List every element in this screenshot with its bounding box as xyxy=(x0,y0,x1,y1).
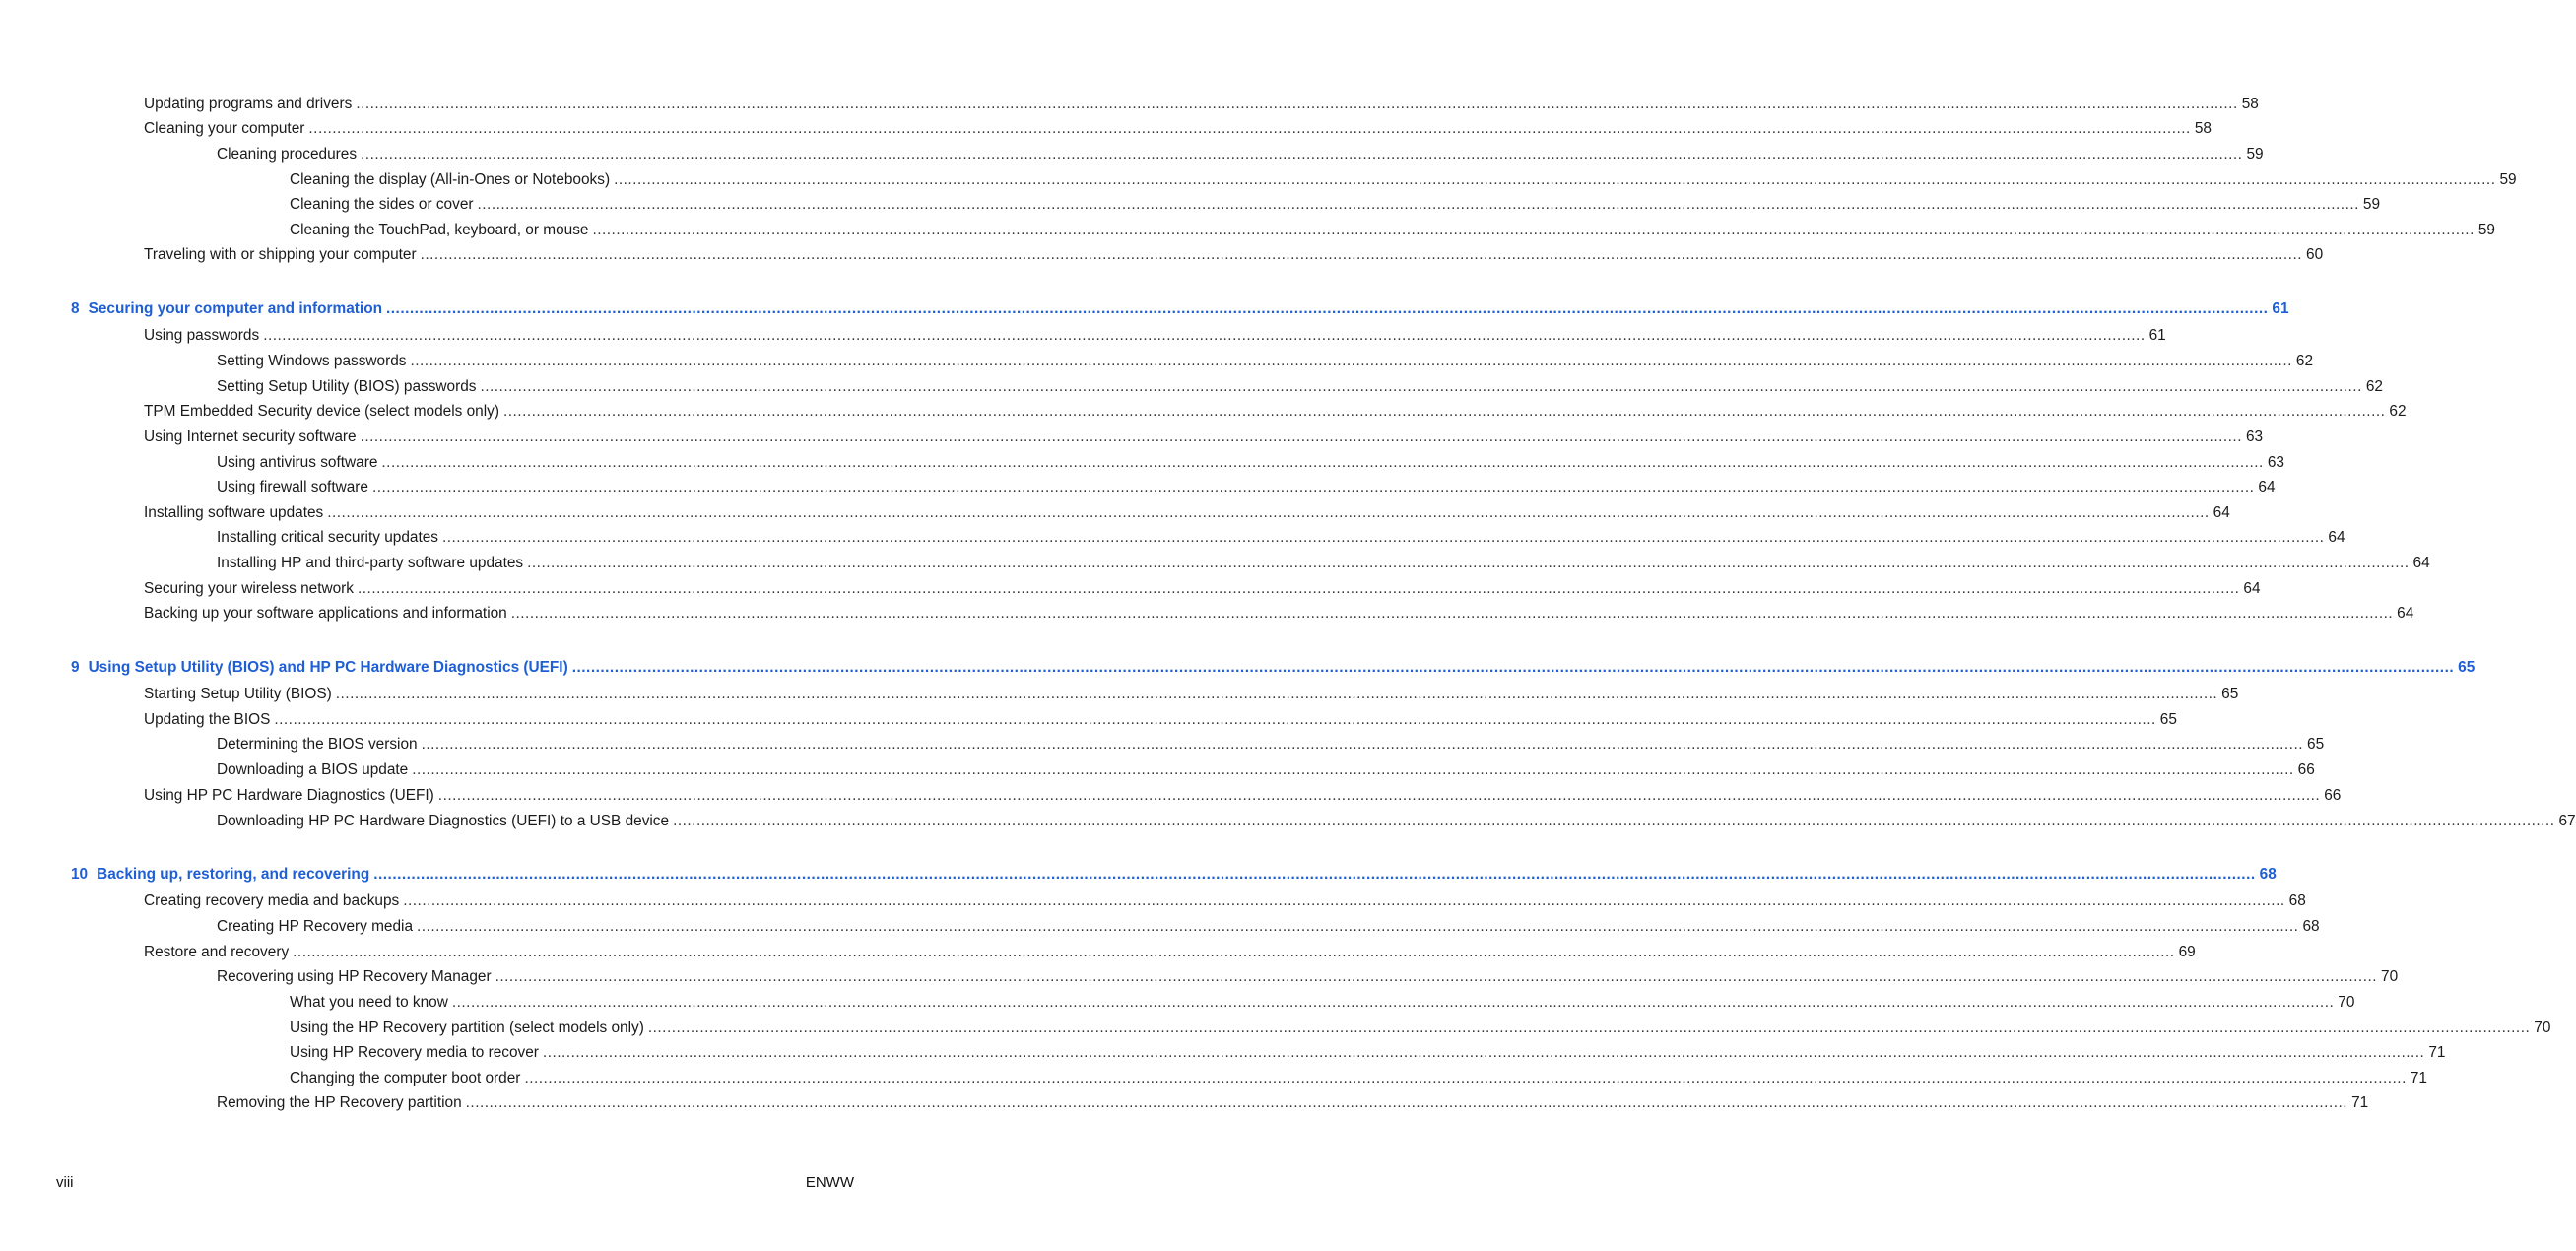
toc-entry[interactable] xyxy=(144,890,2306,912)
dot-leader: ................................................................................................................................................................................................................................................................................................................................................................................................................ xyxy=(412,761,2294,778)
toc-entry-title xyxy=(217,376,480,398)
toc-page-number: 61 xyxy=(2148,327,2166,344)
toc-page-number: 70 xyxy=(2534,1020,2551,1036)
dot-leader: ................................................................................................................................................................................................................................................................................................................................................................................................................ xyxy=(614,171,2496,188)
toc-entry-label: Installing critical security updates xyxy=(217,529,438,546)
toc-page-number: 64 xyxy=(2258,479,2276,495)
toc-entry-title xyxy=(144,502,327,524)
toc-entry-title xyxy=(71,657,572,679)
dot-leader: ................................................................................................................................................................................................................................................................................................................................................................................................................ xyxy=(371,479,2255,495)
toc-page-number: 58 xyxy=(2241,96,2259,112)
dot-leader: ................................................................................................................................................................................................................................................................................................................................................................................................................ xyxy=(647,1020,2531,1036)
toc-page-number: 70 xyxy=(2381,968,2399,985)
toc-entry-title xyxy=(144,709,274,731)
toc-entry-title xyxy=(144,890,403,912)
toc-entry[interactable] xyxy=(217,527,2345,549)
toc-entry[interactable] xyxy=(217,144,2264,165)
toc-entry[interactable] xyxy=(144,578,2261,600)
dot-leader: ................................................................................................................................................................................................................................................................................................................................................................................................................ xyxy=(441,529,2325,546)
toc-entry[interactable] xyxy=(290,169,2517,191)
toc-page-number: 71 xyxy=(2351,1094,2369,1111)
toc-entry[interactable] xyxy=(144,325,2166,347)
toc-page-number: 59 xyxy=(2362,196,2381,213)
toc-entry[interactable] xyxy=(217,966,2399,988)
toc-entry-label: Downloading HP PC Hardware Diagnostics (UEFI) to a USB device xyxy=(217,813,670,829)
toc-entry-label: Downloading a BIOS update xyxy=(217,761,409,778)
toc-page-number: 65 xyxy=(2159,711,2177,728)
toc-page-number: 66 xyxy=(2297,761,2315,778)
toc-page-number: 70 xyxy=(2338,994,2355,1011)
dot-leader: ................................................................................................................................................................................................................................................................................................................................................................................................................ xyxy=(293,944,2175,960)
toc-entry-label: Using HP PC Hardware Diagnostics (UEFI) xyxy=(144,787,434,804)
toc-page-number: 66 xyxy=(2324,787,2342,804)
toc-page-number: 65 xyxy=(2307,736,2325,753)
dot-leader: ................................................................................................................................................................................................................................................................................................................................................................................................................ xyxy=(420,246,2303,263)
toc-entry[interactable] xyxy=(217,811,2576,832)
toc-entry-title xyxy=(217,527,442,549)
dot-leader: ................................................................................................................................................................................................................................................................................................................................................................................................................ xyxy=(358,580,2240,597)
toc-entry-title xyxy=(71,298,386,320)
dot-leader: ................................................................................................................................................................................................................................................................................................................................................................................................................ xyxy=(571,659,2455,676)
toc-entry-label: Creating HP Recovery media xyxy=(217,918,414,935)
toc-entry-label: Removing the HP Recovery partition xyxy=(217,1094,462,1111)
dot-leader: ................................................................................................................................................................................................................................................................................................................................................................................................................ xyxy=(361,146,2243,163)
dot-leader: ................................................................................................................................................................................................................................................................................................................................................................................................................ xyxy=(373,866,2256,883)
toc-page-number: 64 xyxy=(2412,555,2430,571)
toc-entry-title xyxy=(217,351,410,372)
toc-entry[interactable] xyxy=(217,376,2383,398)
toc-entry-label: Securing your wireless network xyxy=(144,580,354,597)
toc-page-number: 63 xyxy=(2245,428,2264,445)
toc-page-number: 59 xyxy=(2477,222,2495,238)
toc-entry-label: Setting Setup Utility (BIOS) passwords xyxy=(217,378,477,395)
toc-page-number: 65 xyxy=(2221,686,2239,702)
toc-entry-label: Cleaning the TouchPad, keyboard, or mouse xyxy=(290,222,589,238)
dot-leader: ................................................................................................................................................................................................................................................................................................................................................................................................................ xyxy=(417,918,2299,935)
dot-leader: ................................................................................................................................................................................................................................................................................................................................................................................................................ xyxy=(673,813,2555,829)
toc-entry-label: Traveling with or shipping your computer xyxy=(144,246,417,263)
toc-chapter-entry[interactable] xyxy=(71,298,2289,320)
toc-entry-title xyxy=(290,220,592,241)
toc-entry-label: Restore and recovery xyxy=(144,944,290,960)
toc-entry[interactable] xyxy=(290,1068,2427,1089)
chapter-number: 8 xyxy=(71,300,80,317)
toc-entry[interactable] xyxy=(290,1042,2446,1064)
toc-page-number: 58 xyxy=(2194,120,2212,137)
chapter-number: 10 xyxy=(71,866,89,883)
toc-entry-label: Changing the computer boot order xyxy=(290,1070,521,1086)
toc-page-number: 62 xyxy=(2295,353,2314,369)
toc-entry-title xyxy=(144,244,421,266)
toc-page-number: 71 xyxy=(2428,1044,2446,1061)
dot-leader: ................................................................................................................................................................................................................................................................................................................................................................................................................ xyxy=(480,378,2362,395)
toc-entry-title xyxy=(217,916,417,938)
toc-entry-label: Installing software updates xyxy=(144,504,324,521)
toc-entry-label: Starting Setup Utility (BIOS) xyxy=(144,686,332,702)
toc-entry-title xyxy=(217,553,527,574)
dot-leader: ................................................................................................................................................................................................................................................................................................................................................................................................................ xyxy=(356,96,2238,112)
toc-entry-title xyxy=(217,811,673,832)
toc-entry-label: Recovering using HP Recovery Manager xyxy=(217,968,492,985)
toc-entry-label: Backing up your software applications and information xyxy=(144,605,507,622)
toc-entry[interactable] xyxy=(290,220,2495,241)
dot-leader: ................................................................................................................................................................................................................................................................................................................................................................................................................ xyxy=(524,1070,2407,1086)
toc-entry-label: TPM Embedded Security device (select models only) xyxy=(144,403,499,420)
toc-chapter-entry[interactable] xyxy=(71,657,2476,679)
toc-entry[interactable] xyxy=(144,709,2177,731)
dot-leader: ................................................................................................................................................................................................................................................................................................................................................................................................................ xyxy=(510,605,2394,622)
dot-leader: ................................................................................................................................................................................................................................................................................................................................................................................................................ xyxy=(527,555,2410,571)
toc-page-number: 65 xyxy=(2458,659,2476,676)
toc-entry-label: Cleaning procedures xyxy=(217,146,358,163)
toc-page-number: 64 xyxy=(2397,605,2414,622)
toc-entry-label: What you need to know xyxy=(290,994,448,1011)
toc-entry-title xyxy=(290,1068,524,1089)
toc-entry-title xyxy=(217,1092,466,1114)
toc-page-number: 68 xyxy=(2288,892,2306,909)
toc-page-number: 62 xyxy=(2365,378,2383,395)
toc-entry[interactable] xyxy=(144,94,2259,115)
toc-page-number: 59 xyxy=(2499,171,2517,188)
toc-entry-title xyxy=(144,942,293,963)
footer-code: ENWW xyxy=(805,1174,854,1191)
toc-entry-label: Using Setup Utility (BIOS) and HP PC Hardware Diagnostics (UEFI) xyxy=(88,659,568,676)
toc-entry-title xyxy=(217,966,495,988)
toc-entry[interactable] xyxy=(217,916,2320,938)
toc-entry-title xyxy=(290,169,614,191)
toc-entry-title xyxy=(217,144,361,165)
toc-page-number: 64 xyxy=(2243,580,2261,597)
dot-leader: ................................................................................................................................................................................................................................................................................................................................................................................................................ xyxy=(495,968,2378,985)
toc-entry[interactable] xyxy=(144,118,2212,140)
toc-entry-label: Setting Windows passwords xyxy=(217,353,407,369)
toc-entry-title xyxy=(144,578,358,600)
toc-entry-title xyxy=(144,785,438,807)
toc-page-number: 71 xyxy=(2410,1070,2427,1086)
toc-entry-title xyxy=(144,325,263,347)
toc-entry-label: Using passwords xyxy=(144,327,260,344)
toc-entry[interactable] xyxy=(217,553,2430,574)
toc-page-number: 64 xyxy=(2328,529,2345,546)
dot-leader: ................................................................................................................................................................................................................................................................................................................................................................................................................ xyxy=(437,787,2321,804)
toc-entry-title xyxy=(290,1042,543,1064)
toc-entry[interactable] xyxy=(290,194,2381,216)
toc-entry-title xyxy=(144,118,308,140)
toc-entry[interactable] xyxy=(217,759,2315,781)
toc-entry-title xyxy=(144,94,356,115)
dot-leader: ................................................................................................................................................................................................................................................................................................................................................................................................................ xyxy=(335,686,2218,702)
toc-entry[interactable] xyxy=(217,477,2276,498)
toc-entry-label: Using HP Recovery media to recover xyxy=(290,1044,539,1061)
toc-page-number: 60 xyxy=(2306,246,2324,263)
toc-entry-label: Creating recovery media and backups xyxy=(144,892,400,909)
toc-chapter-entry[interactable] xyxy=(71,864,2277,886)
toc-entry-title xyxy=(217,477,372,498)
toc-entry[interactable] xyxy=(144,502,2230,524)
toc-entry-label: Cleaning the sides or cover xyxy=(290,196,474,213)
toc-entry[interactable] xyxy=(217,734,2325,756)
toc-page-number: 62 xyxy=(2389,403,2407,420)
toc-entry[interactable] xyxy=(217,1092,2369,1114)
toc-entry-label: Securing your computer and information xyxy=(88,300,382,317)
toc-entry-label: Using Internet security software xyxy=(144,428,357,445)
dot-leader: ................................................................................................................................................................................................................................................................................................................................................................................................................ xyxy=(592,222,2475,238)
toc-entry-label: Installing HP and third-party software updates xyxy=(217,555,524,571)
toc-entry[interactable] xyxy=(144,427,2264,448)
dot-leader: ................................................................................................................................................................................................................................................................................................................................................................................................................ xyxy=(410,353,2292,369)
toc-page-number: 64 xyxy=(2213,504,2230,521)
footer-page-number: viii xyxy=(56,1174,74,1191)
toc-entry-label: Cleaning your computer xyxy=(144,120,305,137)
dot-leader: ................................................................................................................................................................................................................................................................................................................................................................................................................ xyxy=(502,403,2386,420)
toc-entry-label: Using the HP Recovery partition (select models only) xyxy=(290,1020,644,1036)
toc-page-number: 63 xyxy=(2267,454,2284,471)
dot-leader: ................................................................................................................................................................................................................................................................................................................................................................................................................ xyxy=(327,504,2210,521)
toc-page-number: 61 xyxy=(2272,300,2289,317)
toc-entry-label: Using antivirus software xyxy=(217,454,378,471)
toc-entry-label: Updating the BIOS xyxy=(144,711,271,728)
dot-leader: ................................................................................................................................................................................................................................................................................................................................................................................................................ xyxy=(403,892,2285,909)
toc-page-number: 69 xyxy=(2178,944,2196,960)
dot-leader: ................................................................................................................................................................................................................................................................................................................................................................................................................ xyxy=(274,711,2156,728)
toc-entry-title xyxy=(217,759,412,781)
toc-entry-title xyxy=(217,734,422,756)
dot-leader: ................................................................................................................................................................................................................................................................................................................................................................................................................ xyxy=(360,428,2242,445)
toc-entry-title xyxy=(290,194,478,216)
toc-entry[interactable] xyxy=(144,684,2239,705)
toc-entry[interactable] xyxy=(290,1018,2551,1039)
dot-leader: ................................................................................................................................................................................................................................................................................................................................................................................................................ xyxy=(381,454,2264,471)
toc-entry-title xyxy=(144,401,503,423)
toc-entry-label: Determining the BIOS version xyxy=(217,736,418,753)
toc-entry-title xyxy=(144,603,511,625)
chapter-number: 9 xyxy=(71,659,80,676)
toc-page-number: 68 xyxy=(2259,866,2277,883)
toc-entry[interactable] xyxy=(217,452,2284,474)
dot-leader: ................................................................................................................................................................................................................................................................................................................................................................................................................ xyxy=(477,196,2359,213)
toc-entry-title xyxy=(144,427,361,448)
toc-entry-title xyxy=(217,452,381,474)
dot-leader: ................................................................................................................................................................................................................................................................................................................................................................................................................ xyxy=(308,120,2191,137)
toc-page-number: 59 xyxy=(2246,146,2264,163)
toc-entry-label: Updating programs and drivers xyxy=(144,96,353,112)
dot-leader: ................................................................................................................................................................................................................................................................................................................................................................................................................ xyxy=(542,1044,2425,1061)
toc-entry-title xyxy=(144,684,336,705)
toc-entry[interactable] xyxy=(144,244,2324,266)
toc-entry-label: Backing up, restoring, and recovering xyxy=(97,866,370,883)
toc-entry[interactable] xyxy=(144,942,2196,963)
toc-page-number: 68 xyxy=(2302,918,2320,935)
dot-leader: ................................................................................................................................................................................................................................................................................................................................................................................................................ xyxy=(451,994,2335,1011)
toc-entry-title xyxy=(290,992,452,1014)
dot-leader: ................................................................................................................................................................................................................................................................................................................................................................................................................ xyxy=(421,736,2304,753)
toc-entry[interactable] xyxy=(217,351,2314,372)
toc-page-number: 67 xyxy=(2558,813,2576,829)
toc-entry[interactable] xyxy=(144,401,2407,423)
dot-leader: ................................................................................................................................................................................................................................................................................................................................................................................................................ xyxy=(465,1094,2348,1111)
toc-entry[interactable] xyxy=(144,785,2342,807)
toc-entry[interactable] xyxy=(290,992,2355,1014)
toc-entry[interactable] xyxy=(144,603,2414,625)
dot-leader: ................................................................................................................................................................................................................................................................................................................................................................................................................ xyxy=(263,327,2146,344)
toc-entry-title xyxy=(71,864,373,886)
toc-entry-label: Using firewall software xyxy=(217,479,368,495)
toc-entry-title xyxy=(290,1018,648,1039)
toc-entry-label: Cleaning the display (All-in-Ones or Notebooks) xyxy=(290,171,611,188)
dot-leader: ................................................................................................................................................................................................................................................................................................................................................................................................................ xyxy=(386,300,2269,317)
